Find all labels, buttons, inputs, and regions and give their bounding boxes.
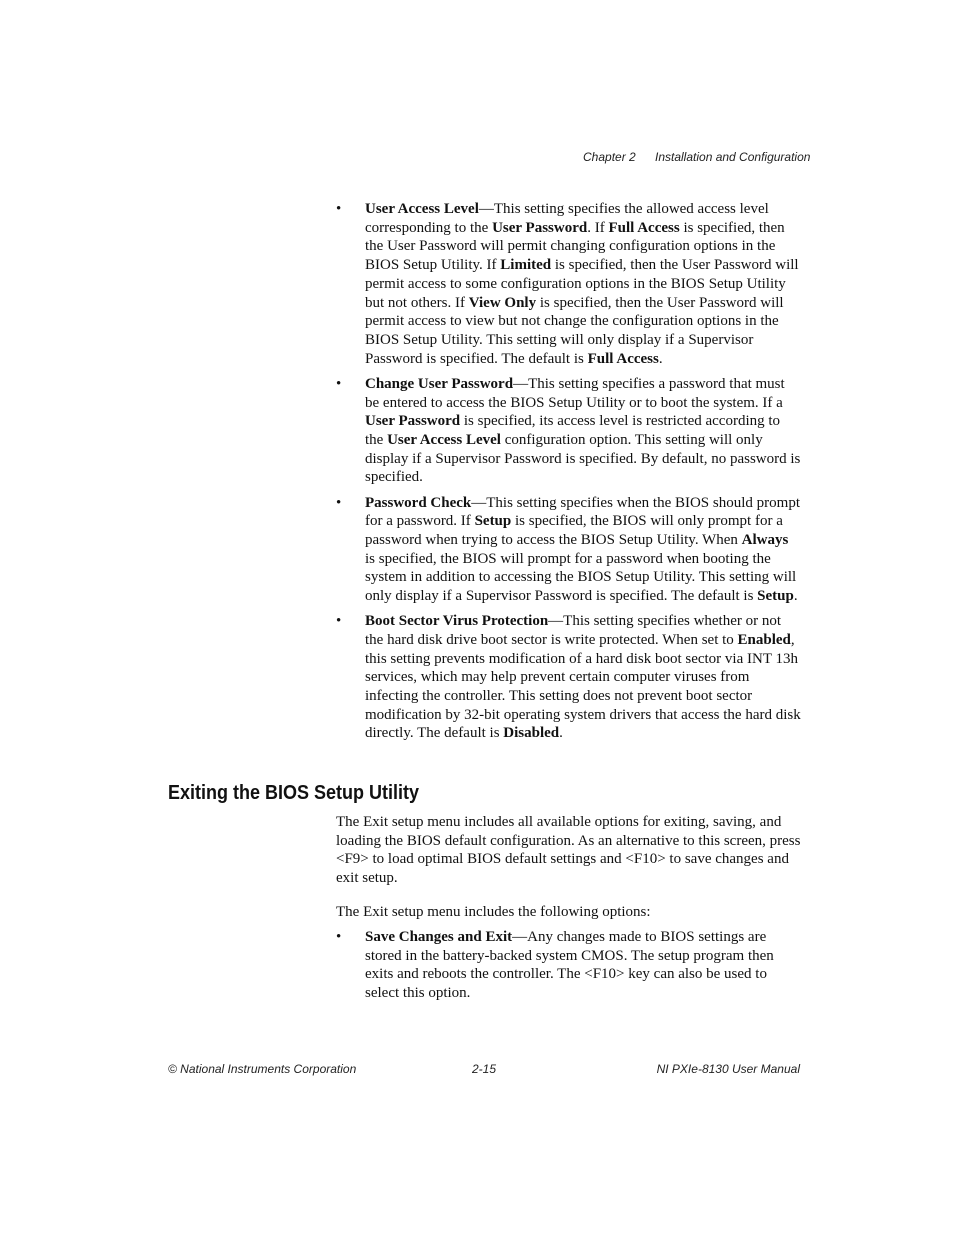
header-title: Installation and Configuration [655,150,811,164]
section-paragraph: The Exit setup menu includes the following options: [336,904,651,921]
bullet-marker: • [336,375,342,392]
description-text: —This setting specifies when the BIOS should prompt for a password. If [365,494,800,530]
bullet-marker: • [336,201,342,217]
description-text: —Any changes made to BIOS settings are stored in the battery-backed system CMOS. The setup program then exits and reboots the controller. The <F10> key can also be used to select this option. [365,929,774,1002]
bullet-marker: • [336,613,342,630]
description-text: —This setting specifies the allowed access level corresponding to the [365,201,769,236]
section-body [336,813,802,938]
bullet-marker: • [336,494,342,511]
exit-options-list [336,928,802,1009]
term-label: Save Changes and Exit [365,929,513,945]
description-text: configuration option. This setting will only display if a Supervisor Password is specified. By default, no password is specified. [365,431,801,486]
term-label: Full Access [587,350,659,367]
description-text: . If [587,219,609,236]
term-label: Boot Sector Virus Protection [365,613,549,630]
term-label: User Password [365,413,461,430]
term-label: Full Access [608,219,680,236]
description-text: is specified, the BIOS will only prompt for a password when trying to access the BIOS Setup Utility. When [365,513,783,548]
term-label: Setup [474,513,512,530]
list-item [336,200,802,368]
term-label: Always [741,531,789,548]
description-text: . [658,350,663,367]
footer-copyright: © National Instruments Corporation [168,1062,357,1076]
term-label: Password Check [365,494,472,511]
security-settings-list [336,200,802,750]
description-text: is specified, then the User Password will permit changing configuration options in the BIOS Setup Utility. If [365,219,785,274]
description-text: —This setting specifies whether or not the hard disk drive boot sector is write protected. When set to [365,613,782,648]
term-label: Limited [500,257,552,274]
term-label: Enabled [737,631,791,648]
description-text: . [793,588,798,605]
term-label: User Password [492,219,588,236]
description-text: is specified, then the User Password will permit access to some configuration options in the BIOS Setup Utility but not others. If [365,257,799,311]
bullet-marker: • [336,929,342,945]
list-item [336,612,802,743]
footer-manual-title: NI PXIe-8130 User Manual [656,1062,800,1076]
description-text: —This setting specifies a password that must be entered to access the BIOS Setup Utility or to boot the system. If a [365,375,785,411]
description-text: . [559,725,563,742]
description-text: is specified, the BIOS will prompt for a password when booting the system in addition to accessing the BIOS Setup Utility. This setting will only display if a Supervisor Password is specified. The default is [365,550,797,605]
description-text: , this setting prevents modification of a hard disk boot sector via INT 13h services, which may help prevent certain computer viruses from infecting the controller. This setting does not prevent boot sector modification by 32-bit operating system drivers that access the hard disk directly. The default is [365,631,801,742]
header-chapter: Chapter 2 [583,150,636,164]
term-label: Setup [757,588,794,605]
term-label: Disabled [503,725,560,742]
list-item [336,494,802,606]
section-heading: Exiting the BIOS Setup Utility [168,782,420,804]
term-label: View Only [468,294,537,311]
description-text: is specified, its access level is restricted according to the [365,413,781,448]
term-label: Change User Password [365,375,514,392]
term-label: User Access Level [387,431,501,448]
term-label: User Access Level [365,201,479,217]
list-item [336,375,802,487]
list-item [336,928,802,1003]
description-text: is specified, then the User Password will permit access to view but not change the configuration options in the BIOS Setup Utility. This setting will only display if a Supervisor Password is specified. The default is [365,294,784,367]
footer-page-number: 2-15 [472,1062,497,1076]
section-paragraph: The Exit setup menu includes all available options for exiting, saving, and loading the BIOS default configuration. As an alternative to this screen, press <F9> to load optimal BIOS default settings and <F10> to save changes and exit setup. [336,814,801,887]
